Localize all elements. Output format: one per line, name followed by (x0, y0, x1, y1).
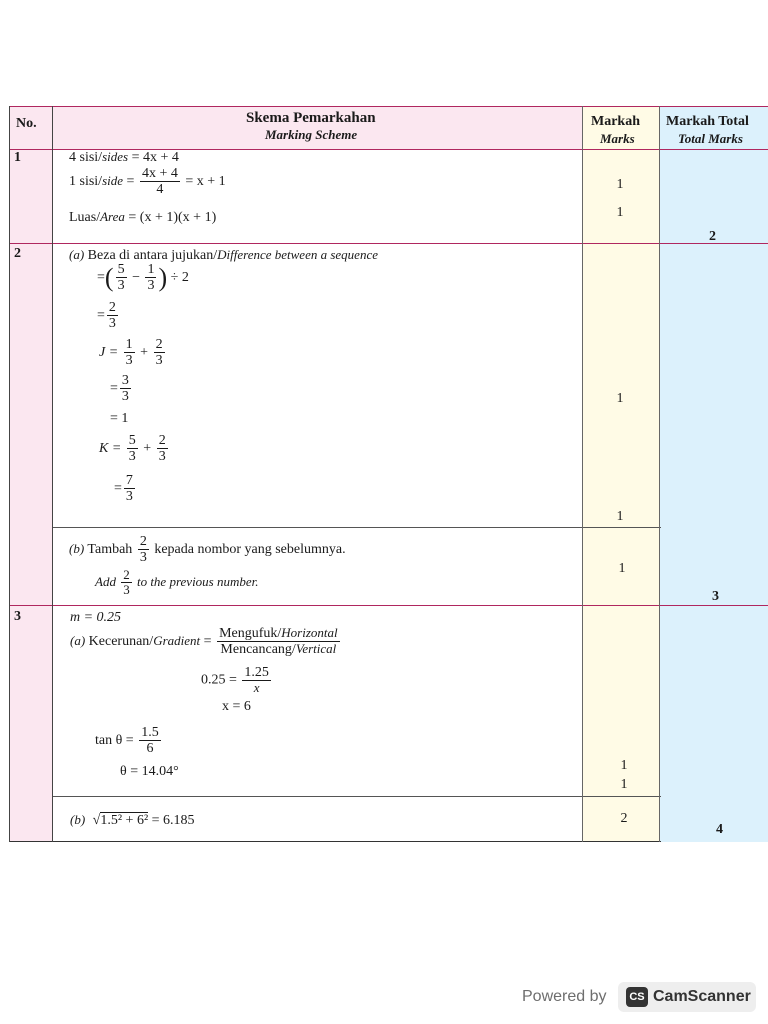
q1-line3: Luas/Area = (x + 1)(x + 1) (69, 209, 217, 225)
camscanner-logo-icon: CS (626, 987, 648, 1007)
q3a-mark-1: 1 (620, 758, 628, 773)
q3a-mark-2: 1 (620, 777, 628, 792)
camscanner-brand: CamScanner (653, 988, 751, 1005)
q2a-mark-2: 1 (616, 509, 624, 524)
header-marks-ms: Markah (591, 114, 640, 129)
q3a-bottom-border (53, 796, 661, 797)
q1-mark-1: 1 (616, 177, 624, 192)
q3b-line: (b) √1.5² + 6² = 6.185 (70, 812, 195, 828)
q3-number: 3 (14, 609, 21, 624)
q1-line1: 4 sisi/sides = 4x + 4 (69, 149, 179, 165)
q2a-line6: K = $\frac{5}{3}$ + $\frac{2}{3}$ (99, 433, 166, 465)
q2-total: 3 (712, 589, 719, 604)
q1-line2: 1 sisi/side = $\frac{4x + 4}{4}$ = x + 1 (69, 166, 226, 198)
q2b-mark: 1 (618, 561, 626, 576)
header-marks-en: Marks (600, 131, 635, 146)
q3-m-line: m = 0.25 (70, 610, 122, 625)
q1-mark-2: 1 (616, 205, 624, 220)
q3a-line4: tan θ = $\frac{1.5}{6}$ (95, 725, 159, 757)
q2a-line4: = $\frac{3}{3}$ (110, 373, 129, 405)
header-scheme-ms: Skema Pemarkahan (246, 110, 376, 126)
header-total-en: Total Marks (678, 131, 743, 146)
marks-column-left-divider (582, 106, 583, 842)
q3b-mark: 2 (620, 811, 628, 826)
q2a-line7: = $\frac{7}{3}$ (114, 473, 133, 505)
q2a-line1: =( $\frac{5}{3}$ − $\frac{1}{3}$ ) ÷ 2 (97, 262, 189, 294)
q3a-heading: (a) Kecerunan/Gradient = $\frac{\text{Mengufuk/Horizontal}}{\text{Mencancang/Vertical}}$ (70, 625, 338, 658)
q3a-line2: 0.25 = $\frac{1.25}{x}$ (201, 665, 269, 696)
q2a-line3: J = $\frac{1}{3}$ + $\frac{2}{3}$ (99, 337, 163, 369)
q3-total: 4 (716, 822, 723, 837)
q2a-line5: = 1 (110, 411, 129, 426)
q1-total: 2 (709, 229, 716, 244)
q3-gradient-fraction: $\frac{\text{Mengufuk/Horizontal}}{\text{Mencancang/Vertical}}$ (219, 625, 338, 658)
table-bottom-border (9, 841, 661, 842)
q2a-heading: (a) Beza di antara jujukan/Difference between a sequence (69, 247, 378, 263)
table-top-border (9, 106, 768, 107)
q2b-line2: Add $\frac{2}{3}$ to the previous number. (95, 567, 259, 598)
number-column-divider (52, 106, 53, 842)
marks-column-right-divider (659, 106, 660, 842)
q2-number: 2 (14, 246, 21, 261)
q1-number: 1 (14, 150, 21, 165)
q2a-bottom-border (53, 527, 661, 528)
q2-bottom-border (9, 605, 768, 606)
header-no: No. (16, 116, 37, 131)
footer-powered-by: Powered by (522, 988, 607, 1005)
header-total-ms: Markah Total (666, 114, 749, 129)
q1-fraction: $\frac{4x + 4}{4}$ (141, 166, 178, 198)
q1-bottom-border (9, 243, 768, 244)
header-scheme-en: Marking Scheme (265, 127, 358, 142)
q2a-line2: = $\frac{2}{3}$ (97, 300, 116, 332)
table-left-border (9, 106, 10, 842)
q3a-line5: θ = 14.04° (120, 764, 179, 779)
total-column-background (659, 106, 768, 842)
q3a-line3: x = 6 (222, 699, 251, 714)
q2a-mark-1: 1 (616, 391, 624, 406)
q2b-line1: (b) Tambah $\frac{2}{3}$ kepada nombor yang sebelumnya. (69, 534, 346, 566)
